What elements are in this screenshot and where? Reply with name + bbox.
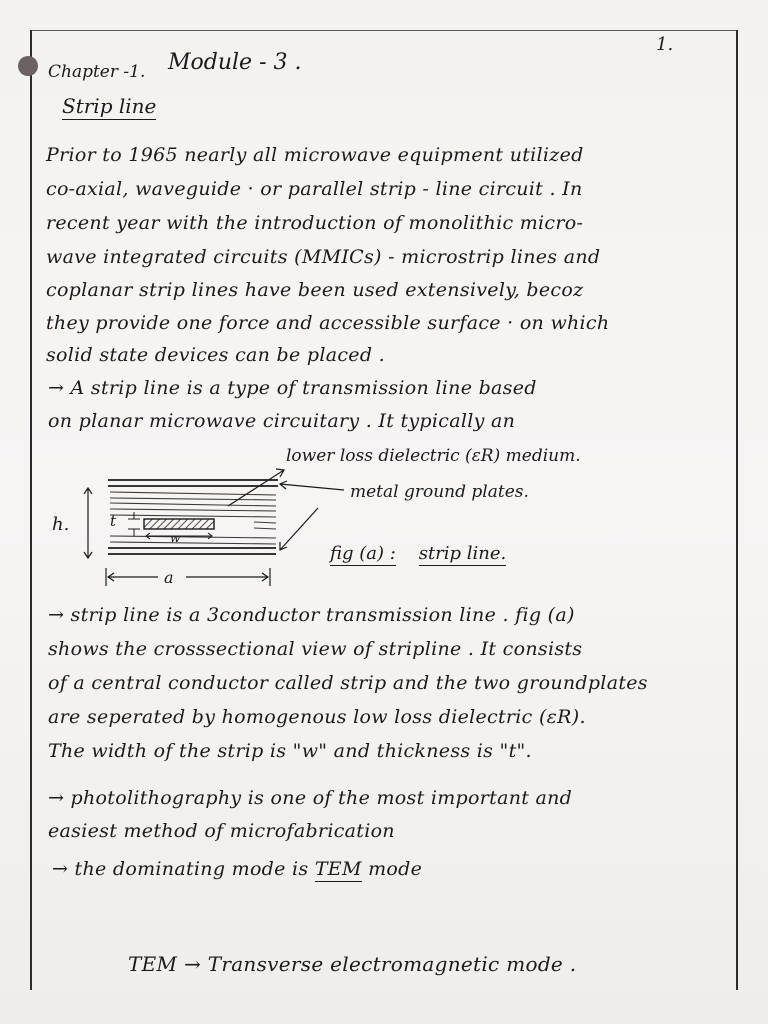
paragraph1-line-6: they provide one force and accessible surface · on which xyxy=(46,312,610,334)
ground-plate-label: metal ground plates. xyxy=(350,482,529,502)
paragraph5-suffix: mode xyxy=(368,858,423,880)
paragraph3-line-2: shows the crosssectional view of stripline . It consists xyxy=(48,638,583,660)
paragraph1-line-2: co-axial, waveguide · or parallel strip - line circuit . In xyxy=(46,178,583,200)
paragraph5-highlight: TEM xyxy=(314,858,362,880)
paragraph1-line-1: Prior to 1965 nearly all microwave equipment utilized xyxy=(46,144,584,166)
paragraph5-line xyxy=(52,858,422,880)
a-label: a xyxy=(164,568,174,587)
binder-hole xyxy=(18,56,38,76)
page-number: 1. xyxy=(656,34,674,55)
paragraph2-line-1: → A strip line is a type of transmission line based xyxy=(48,377,537,399)
paragraph3-line-3: of a central conductor called strip and the two groundplates xyxy=(48,672,648,694)
paragraph3-line-1: → strip line is a 3conductor transmission line . fig (a) xyxy=(48,604,575,626)
paragraph4-line-1: → photolithography is one of the most important and xyxy=(48,787,573,809)
width-label: w xyxy=(170,531,181,545)
paragraph4-line-2: easiest method of microfabrication xyxy=(48,820,395,842)
dielectric-label: lower loss dielectric (εR) medium. xyxy=(286,446,581,466)
page-heading: Strip line xyxy=(62,94,157,118)
height-label: h. xyxy=(52,514,70,535)
paragraph3-line-5: The width of the strip is "w" and thickness is "t". xyxy=(48,740,532,762)
paragraph1-line-4: wave integrated circuits (MMICs) - microstrip lines and xyxy=(46,246,601,268)
chapter-label: Chapter -1. xyxy=(48,62,146,82)
bottom-ground-plate xyxy=(108,548,276,554)
thickness-label: t xyxy=(110,512,117,530)
center-strip-conductor xyxy=(144,519,214,529)
module-title: Module - 3 . xyxy=(168,50,302,75)
footer-definition: TEM → Transverse electromagnetic mode . xyxy=(128,952,577,976)
paragraph1-line-3: recent year with the introduction of monolithic micro- xyxy=(46,212,584,234)
paragraph1-line-7: solid state devices can be placed . xyxy=(46,344,385,366)
a-dimension-arrow xyxy=(106,568,270,586)
top-margin-line xyxy=(30,30,736,31)
figure-caption-prefix: fig (a) : xyxy=(330,543,396,564)
left-margin-line xyxy=(30,30,32,990)
height-dimension-arrow xyxy=(84,488,92,558)
paragraph3-line-4: are seperated by homogenous low loss dielectric (εR). xyxy=(48,706,586,728)
figure-caption-text: strip line. xyxy=(418,543,507,564)
paragraph5-prefix: → the dominating mode is xyxy=(52,858,309,880)
top-ground-plate xyxy=(108,480,278,486)
figure-caption xyxy=(330,543,506,564)
paragraph2-line-2: on planar microwave circuitary . It typically an xyxy=(48,410,516,432)
paragraph1-line-5: coplanar strip lines have been used extensively, becoz xyxy=(46,279,584,301)
